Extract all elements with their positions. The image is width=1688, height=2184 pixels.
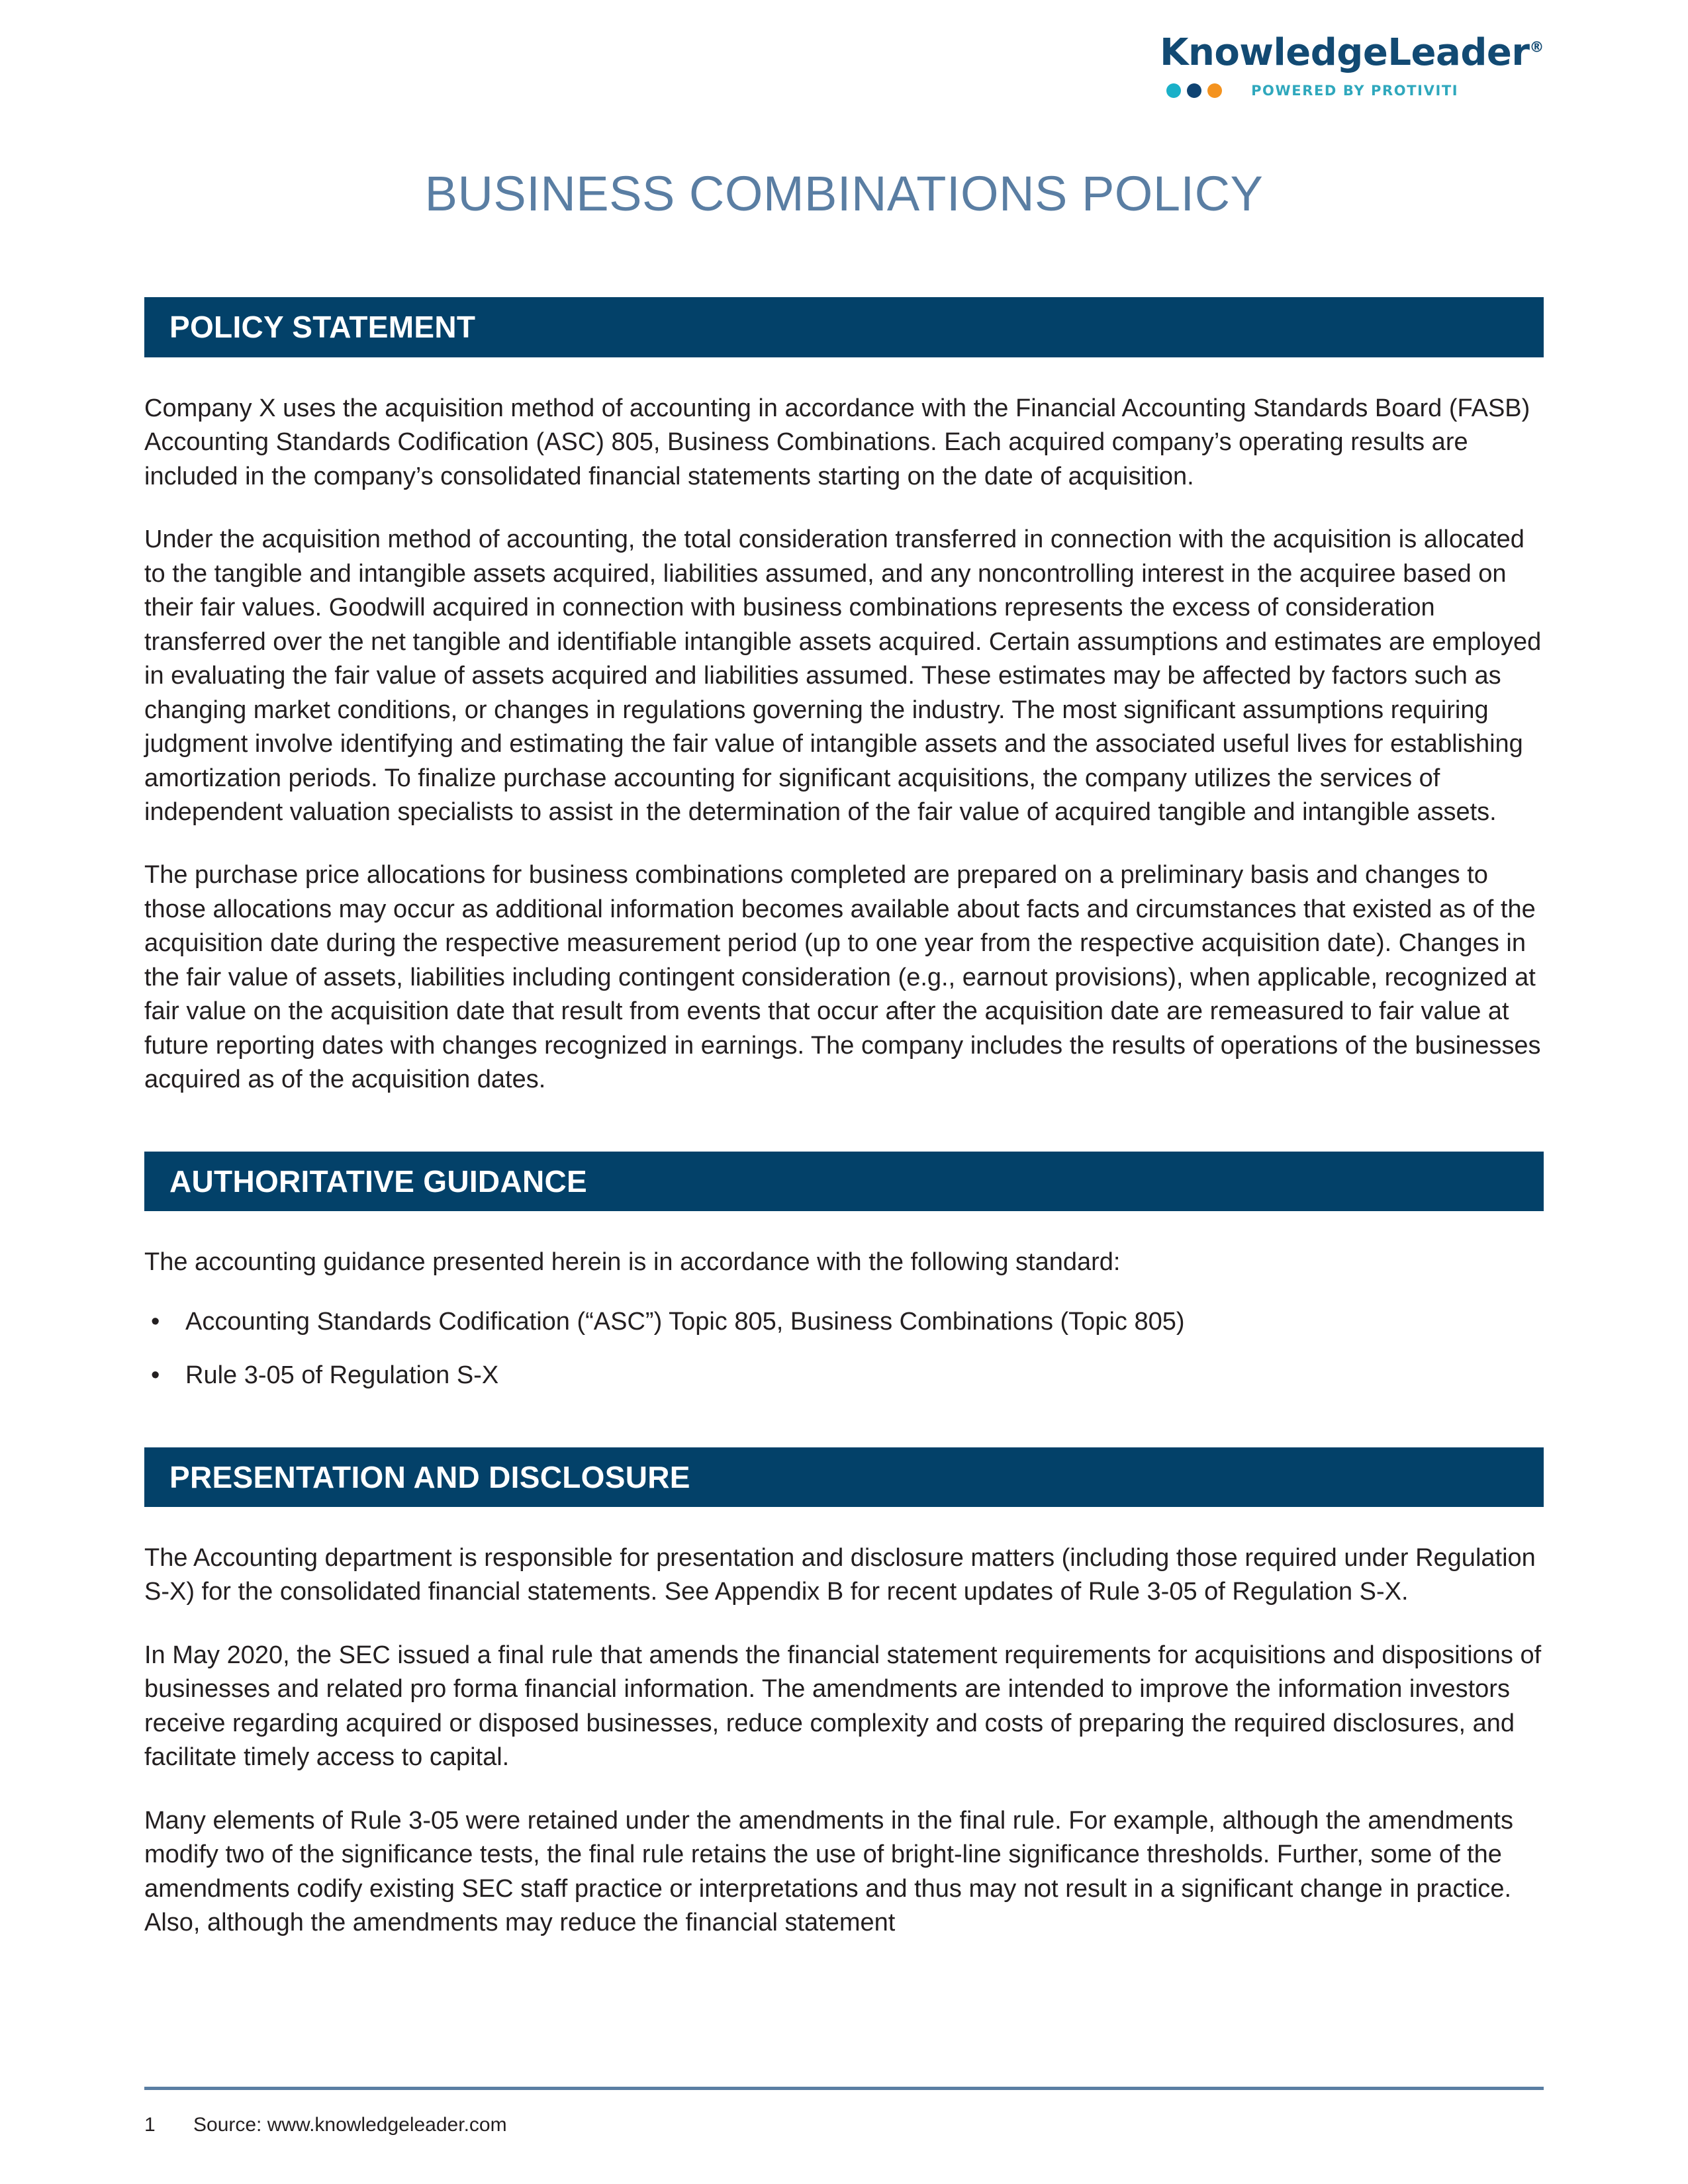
dot-orange-icon — [1207, 83, 1222, 98]
list-item-label: Accounting Standards Codification (“ASC”) Topic 805, Business Combinations (Topic 805) — [185, 1307, 1185, 1336]
dot-navy-icon — [1187, 83, 1201, 98]
knowledgeleader-logo — [1160, 31, 1544, 99]
bullet-marker-icon: • — [151, 1361, 160, 1390]
page-number: 1 — [144, 2114, 156, 2136]
policy-statement-paragraph-2: Under the acquisition method of accounting, the total consideration transferred in connection with the acquisition is allocated to the tangible and intangible assets acquired, liabilities assumed, and any noncontrolling interest in the acquiree based on their fair values. Goodwill acquired in connection with business combinations represents the excess of consideration transferred over the net tangible and identifiable intangible assets acquired. Certain assumptions and estimates are employed in evaluating the fair value of assets acquired and liabilities assumed. These estimates may be affected by factors such as changing market conditions, or changes in regulations governing the industry. The most significant assumptions requiring judgment involve identifying and estimating the fair value of intangible assets and the associated useful lives for establishing amortization periods. To finalize purchase accounting for significant acquisitions, the company utilizes the services of independent valuation specialists to assist in the determination of the fair value of acquired tangible and intangible assets. — [144, 525, 1542, 826]
authoritative-guidance-bullet-list — [144, 1305, 1544, 1393]
presentation-disclosure-paragraph-2: In May 2020, the SEC issued a final rule that amends the financial statement requirements for acquisitions and dispositions of businesses and related pro forma financial information. The amendments are intended to improve the information investors receive regarding acquired or disposed businesses, reduce complexity and costs of preparing the required disclosures, and facilitate timely access to capital. — [144, 1641, 1542, 1772]
footer-row — [144, 2114, 1544, 2136]
list-item — [144, 1305, 1544, 1339]
page-footer — [144, 2087, 1544, 2136]
logo-wordmark-text: KnowledgeLeader — [1160, 31, 1530, 74]
logo-tagline-row — [1166, 83, 1458, 99]
logo-tagline: POWERED BY PROTIVITI — [1251, 83, 1459, 99]
list-item — [144, 1359, 1544, 1392]
presentation-disclosure-paragraph-1: The Accounting department is responsible for presentation and disclosure matters (including those required under Regulation S-X) for the consolidated financial statements. See Appendix B for recent updates of Rule 3-05 of Regulation S-X. — [144, 1543, 1536, 1606]
logo-dots-icon — [1166, 83, 1222, 98]
page-header — [144, 0, 1544, 130]
presentation-disclosure-paragraph-3: Many elements of Rule 3-05 were retained under the amendments in the final rule. For example, although the amendments modify two of the significance tests, the final rule retains the use of bright-line significance thresholds. Further, some of the amendments codify existing SEC staff practice or interpretations and thus may not result in a significant change in practice. Also, although the amendments may reduce the financial statement — [144, 1806, 1513, 1937]
section-header-authoritative-guidance: AUTHORITATIVE GUIDANCE — [144, 1152, 1544, 1211]
section-header-policy-statement: POLICY STATEMENT — [144, 297, 1544, 357]
policy-statement-paragraph-3: The purchase price allocations for business combinations completed are prepared on a preliminary basis and changes to those allocations may occur as additional information becomes available about facts and circumstances that existed as of the acquisition date during the respective measurement period (up to one year from the respective acquisition date). Changes in the fair value of assets, liabilities including contingent consideration (e.g., earnout provisions), when applicable, recognized at fair value on the acquisition date that result from events that occur after the acquisition date are remeasured to fair value at future reporting dates with changes recognized in earnings. The company includes the results of operations of the businesses acquired as of the acquisition dates. — [144, 861, 1541, 1094]
page-title: BUSINESS COMBINATIONS POLICY — [424, 166, 1264, 221]
footer-source-text: Source: www.knowledgeleader.com — [193, 2114, 507, 2136]
section-header-presentation-and-disclosure: PRESENTATION AND DISCLOSURE — [144, 1447, 1544, 1507]
footer-divider — [144, 2087, 1544, 2090]
dot-teal-icon — [1166, 83, 1181, 98]
authoritative-guidance-intro: The accounting guidance presented herein is in accordance with the following standard: — [144, 1248, 1121, 1277]
bullet-marker-icon: • — [151, 1307, 160, 1336]
registered-trademark-icon: ® — [1529, 39, 1544, 56]
list-item-label: Rule 3-05 of Regulation S-X — [185, 1361, 499, 1390]
logo-wordmark — [1160, 31, 1544, 74]
policy-statement-paragraph-1: Company X uses the acquisition method of accounting in accordance with the Financial Accounting Standards Board (FASB) Accounting Standards Codification (ASC) 805, Business Combinations. Each acquired company’s operating results are included in the company’s consolidated financial statements starting on the date of acquisition. — [144, 394, 1530, 490]
